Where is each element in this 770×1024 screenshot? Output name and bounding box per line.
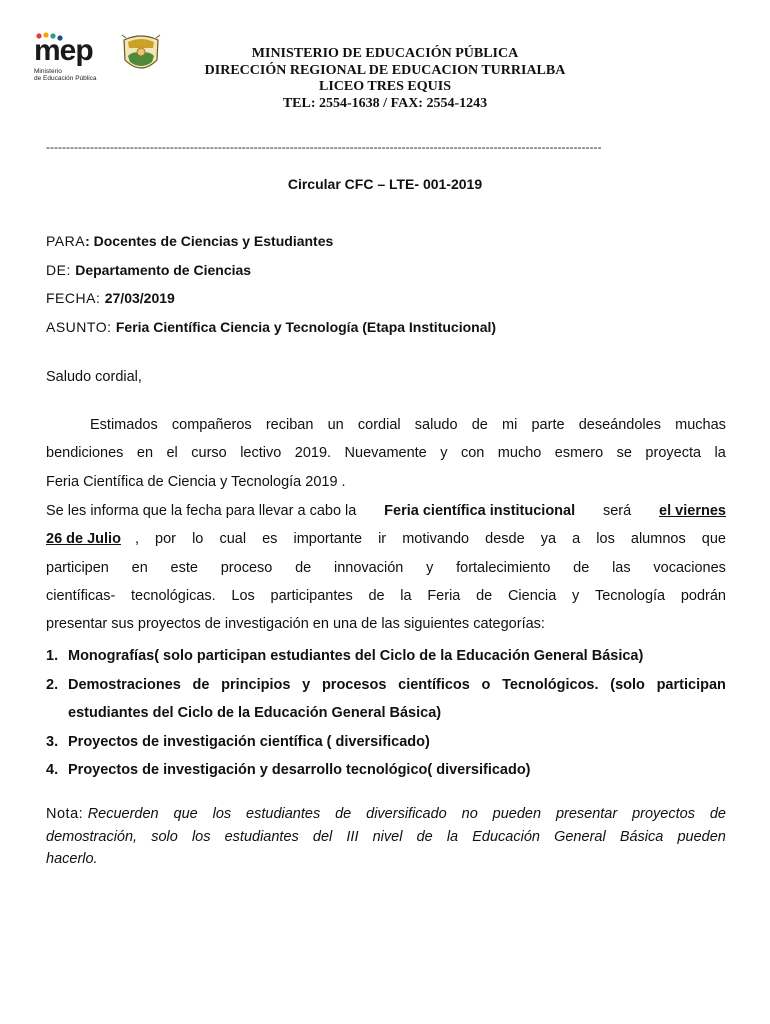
word: compañeros: [171, 417, 252, 433]
word: la: [446, 828, 459, 845]
word: bendiciones: [46, 445, 124, 462]
word: Ciencia: [507, 587, 557, 604]
word: los: [596, 531, 615, 548]
category-item-1: [46, 642, 726, 671]
word: ya: [540, 531, 557, 548]
word: no: [461, 806, 478, 822]
word: el: [166, 445, 178, 462]
meta-de: [46, 261, 251, 279]
category-text-line2: estudiantes del Ciclo de la Educación General Básica): [68, 705, 442, 721]
p1-line1: [46, 411, 726, 439]
category-item-2: [46, 671, 726, 728]
word: ,: [134, 531, 139, 548]
word: cordial: [357, 417, 401, 433]
meta-para: [46, 232, 333, 250]
word: de: [471, 417, 488, 433]
word: de: [335, 806, 352, 822]
p2-line2-rest: [135, 525, 726, 553]
category-number: 3.: [46, 733, 59, 750]
p2-date-part2: 26 de Julio: [46, 531, 121, 548]
word: Básica: [619, 828, 664, 845]
word: Los: [231, 587, 255, 604]
word: en: [136, 445, 154, 462]
word: nivel: [372, 828, 403, 845]
word: vocaciones: [653, 559, 726, 576]
word: es: [262, 531, 278, 548]
mep-subtitle: [34, 68, 97, 82]
word: diversificado: [366, 806, 447, 822]
word: pueden: [492, 806, 542, 822]
word: mucho: [497, 445, 542, 462]
word: y: [426, 559, 434, 576]
p2-line1-words: Se les informa que la fecha para llevar a cabo la: [46, 503, 357, 519]
word: de: [416, 828, 433, 845]
word: esmero: [554, 445, 604, 462]
mep-logo: [34, 32, 114, 80]
word: estudiantes: [246, 806, 321, 822]
mep-wordmark: mep: [34, 34, 93, 67]
word: curso: [191, 445, 227, 462]
greeting: Saludo cordial,: [46, 369, 142, 385]
note: [46, 803, 726, 871]
meta-fecha-value: 27/03/2019: [104, 290, 175, 306]
mep-subtitle-line1: Ministerio: [34, 68, 62, 75]
p2-line2: [46, 525, 726, 553]
word: muchas: [675, 417, 726, 433]
word: la: [400, 587, 412, 604]
meta-de-value: Departamento de Ciencias: [75, 262, 252, 278]
word: los: [191, 828, 211, 845]
mep-subtitle-line2: de Educación Pública: [34, 75, 97, 82]
word: participan: [656, 676, 726, 693]
word: lo: [192, 531, 204, 548]
body-paragraph-1: [46, 411, 726, 496]
word: con: [460, 445, 485, 462]
category-number: 4.: [46, 762, 59, 778]
word: científicos: [398, 676, 470, 693]
p2-line3: [46, 554, 726, 582]
word: proyectos: [632, 806, 695, 822]
word: participen: [46, 559, 109, 576]
meta-asunto: [46, 318, 496, 336]
letterhead-ministry: MINISTERIO DE EDUCACIÓN PÚBLICA: [251, 46, 519, 61]
word: (solo: [610, 676, 645, 693]
word: de: [295, 559, 312, 576]
word: del: [312, 828, 333, 845]
word: de: [192, 676, 210, 693]
word: se: [616, 445, 632, 462]
letterhead-phone: TEL: 2554-1638 / FAX: 2554-1243: [282, 95, 488, 111]
p1-line3: Feria Científica de Ciencia y Tecnología 2019 .: [46, 473, 346, 490]
body-paragraph-2: [46, 497, 726, 638]
word: o: [481, 676, 491, 693]
letterhead: [170, 46, 600, 112]
letterhead-school: LICEO TRES EQUIS: [318, 79, 451, 94]
p2-fair-name: Feria científica institucional: [384, 503, 576, 519]
meta-asunto-label: ASUNTO:: [46, 319, 116, 335]
circular-title: Circular CFC – LTE- 001-2019: [287, 176, 483, 192]
word: General: [554, 828, 606, 845]
word: innovación: [334, 559, 404, 576]
note-label: Nota:: [46, 806, 88, 822]
word: Tecnología: [594, 587, 666, 604]
word: Feria: [427, 587, 461, 604]
category-text: Proyectos de investigación y desarrollo tecnológico( diversificado): [68, 762, 531, 778]
word: de: [573, 559, 590, 576]
word: Estimados: [90, 417, 158, 433]
mep-wordmark-wrap: [34, 36, 97, 82]
p2-line1: [46, 497, 726, 525]
header-separator: -------------------------------------------------------------------------------------------------------------------------------------------: [46, 140, 602, 154]
word: 2019.: [294, 445, 332, 462]
meta-de-label: DE:: [46, 262, 76, 278]
categories-list: [46, 642, 726, 785]
meta-fecha-label: FECHA:: [46, 290, 105, 306]
note-line1: [46, 803, 726, 826]
word: en: [131, 559, 148, 576]
word: a: [572, 531, 581, 548]
word: procesos: [321, 676, 387, 693]
word: estudiantes: [224, 828, 299, 845]
word: tecnológicas.: [131, 587, 216, 604]
note-line3: hacerlo.: [46, 851, 98, 867]
word: Educación: [472, 828, 540, 845]
word: principios: [221, 676, 291, 693]
word: demostración,: [46, 828, 138, 845]
word: la: [714, 445, 726, 462]
p2-line4: [46, 582, 726, 610]
word: Tecnológicos.: [502, 676, 599, 693]
meta-asunto-value: Feria Científica Ciencia y Tecnología (Etapa Institucional): [115, 319, 497, 335]
word: que: [701, 531, 726, 548]
word: lectivo: [240, 445, 282, 462]
word: Demostraciones: [68, 676, 181, 693]
p2-line1-sera: será: [602, 503, 632, 519]
p2-line5: presentar sus proyectos de investigación en una de las siguientes categorías:: [46, 616, 545, 633]
word: III: [346, 828, 359, 845]
category-text: Monografías( solo participan estudiantes del Ciclo de la Educación General Básica): [68, 648, 644, 664]
word: por: [155, 531, 177, 548]
word: solo: [151, 828, 178, 845]
p1-line2: [46, 439, 726, 467]
meta-fecha: [46, 289, 175, 307]
word: y: [572, 587, 580, 604]
category-text-line1: [68, 671, 726, 700]
word: Recuerden: [87, 806, 159, 822]
word: las: [612, 559, 631, 576]
word: motivando: [402, 531, 470, 548]
word: de: [368, 587, 385, 604]
letterhead-direction: DIRECCIÓN REGIONAL DE EDUCACION TURRIALBA: [204, 62, 566, 78]
word: un: [327, 417, 344, 433]
meta-para-value: : Docentes de Ciencias y Estudiantes: [85, 233, 334, 249]
note-line1-text: [88, 803, 726, 826]
word: presentar: [555, 806, 618, 822]
word: importante: [293, 531, 363, 548]
word: de: [709, 806, 726, 822]
word: deseándoles: [578, 417, 661, 433]
word: fortalecimiento: [456, 559, 551, 576]
word: pueden: [677, 828, 726, 845]
word: proyecta: [645, 445, 702, 462]
category-number: 2.: [46, 676, 59, 693]
word: mi: [502, 417, 518, 433]
p2-date-part1: el viernes: [659, 503, 726, 519]
word: Nuevamente: [344, 445, 427, 462]
word: proceso: [220, 559, 273, 576]
word: alumnos: [630, 531, 686, 548]
word: y: [302, 676, 311, 693]
school-crest-icon: [120, 32, 162, 76]
word: de: [476, 587, 493, 604]
word: que: [173, 806, 198, 822]
word: saludo: [414, 417, 458, 433]
word: cual: [219, 531, 247, 548]
category-item-3: [46, 728, 726, 757]
category-text: Proyectos de investigación científica ( diversificado): [68, 733, 430, 750]
word: podrán: [680, 587, 726, 604]
note-line2: [46, 826, 726, 849]
word: científicas-: [46, 587, 116, 604]
word: este: [170, 559, 198, 576]
word: parte: [531, 417, 565, 433]
category-number: 1.: [46, 648, 59, 664]
word: y: [440, 445, 448, 462]
word: ir: [378, 531, 387, 548]
category-item-4: [46, 756, 726, 785]
meta-para-label: PARA: [46, 233, 86, 249]
word: los: [212, 806, 232, 822]
word: desde: [485, 531, 525, 548]
word: reciban: [265, 417, 314, 433]
word: participantes: [270, 587, 353, 604]
